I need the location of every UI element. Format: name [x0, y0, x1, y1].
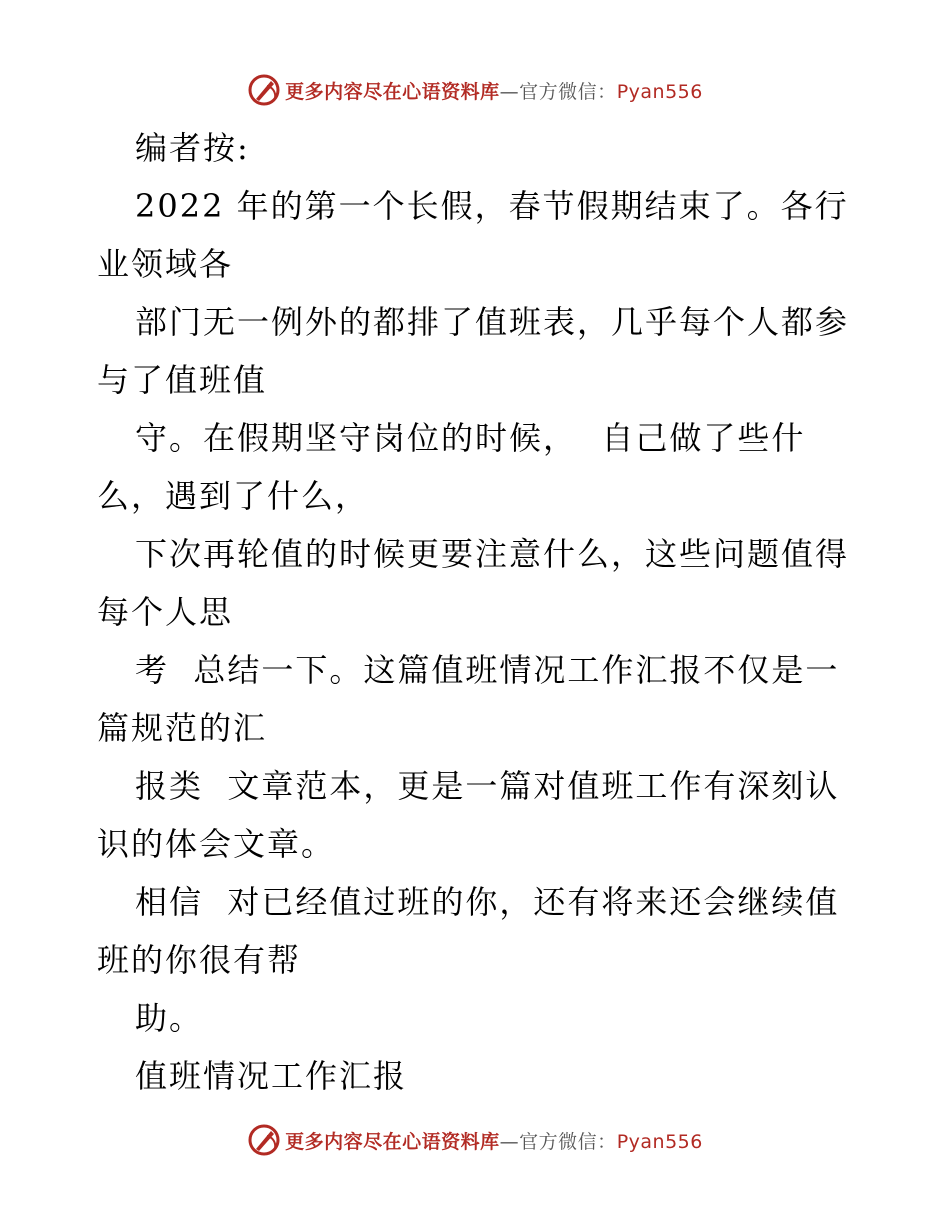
text-line: 下次再轮值的时候更要注意什么，这些问题值得	[135, 535, 850, 573]
text-line: 每个人思	[97, 593, 234, 631]
report-title: 值班情况工作汇报	[135, 1057, 408, 1095]
quill-logo-icon	[247, 73, 281, 107]
watermark-official: —官方微信：	[499, 80, 617, 103]
text-line: 2022 年的第一个长假，春节假期结束了。各行	[135, 187, 849, 225]
text-line: 业领域各	[97, 245, 234, 283]
text-line: 报类 文章范本，更是一篇对值班工作有深刻认	[135, 767, 840, 805]
watermark-id: Pyan556	[616, 80, 703, 103]
editor-note-heading: 编者按:	[135, 129, 250, 167]
text-line: 班的你很有帮	[97, 941, 302, 979]
watermark-text	[285, 1127, 703, 1154]
watermark-main: 更多内容尽在心语资料库	[285, 80, 500, 103]
text-line: 考 总结一下。这篇值班情况工作汇报不仅是一	[135, 651, 840, 689]
quill-logo-icon	[247, 1123, 281, 1157]
watermark-id: Pyan556	[616, 1130, 703, 1153]
footer-watermark	[0, 1120, 950, 1160]
text-line: 部门无一例外的都排了值班表，几乎每个人都参	[135, 303, 850, 341]
text-line: 与了值班值	[97, 361, 268, 399]
text-line: 么，遇到了什么，	[97, 477, 370, 515]
text-line: 助。	[135, 999, 204, 1037]
watermark-official: —官方微信：	[499, 1130, 617, 1153]
watermark-main: 更多内容尽在心语资料库	[285, 1130, 500, 1153]
header-watermark	[0, 70, 950, 110]
text-line: 篇规范的汇	[97, 709, 268, 747]
text-line: 相信 对已经值过班的你，还有将来还会继续值	[135, 883, 840, 921]
watermark-text	[285, 77, 703, 104]
text-line: 识的体会文章。	[97, 825, 336, 863]
text-line: 守。在假期坚守岗位的时候， 自己做了些什	[135, 419, 806, 457]
